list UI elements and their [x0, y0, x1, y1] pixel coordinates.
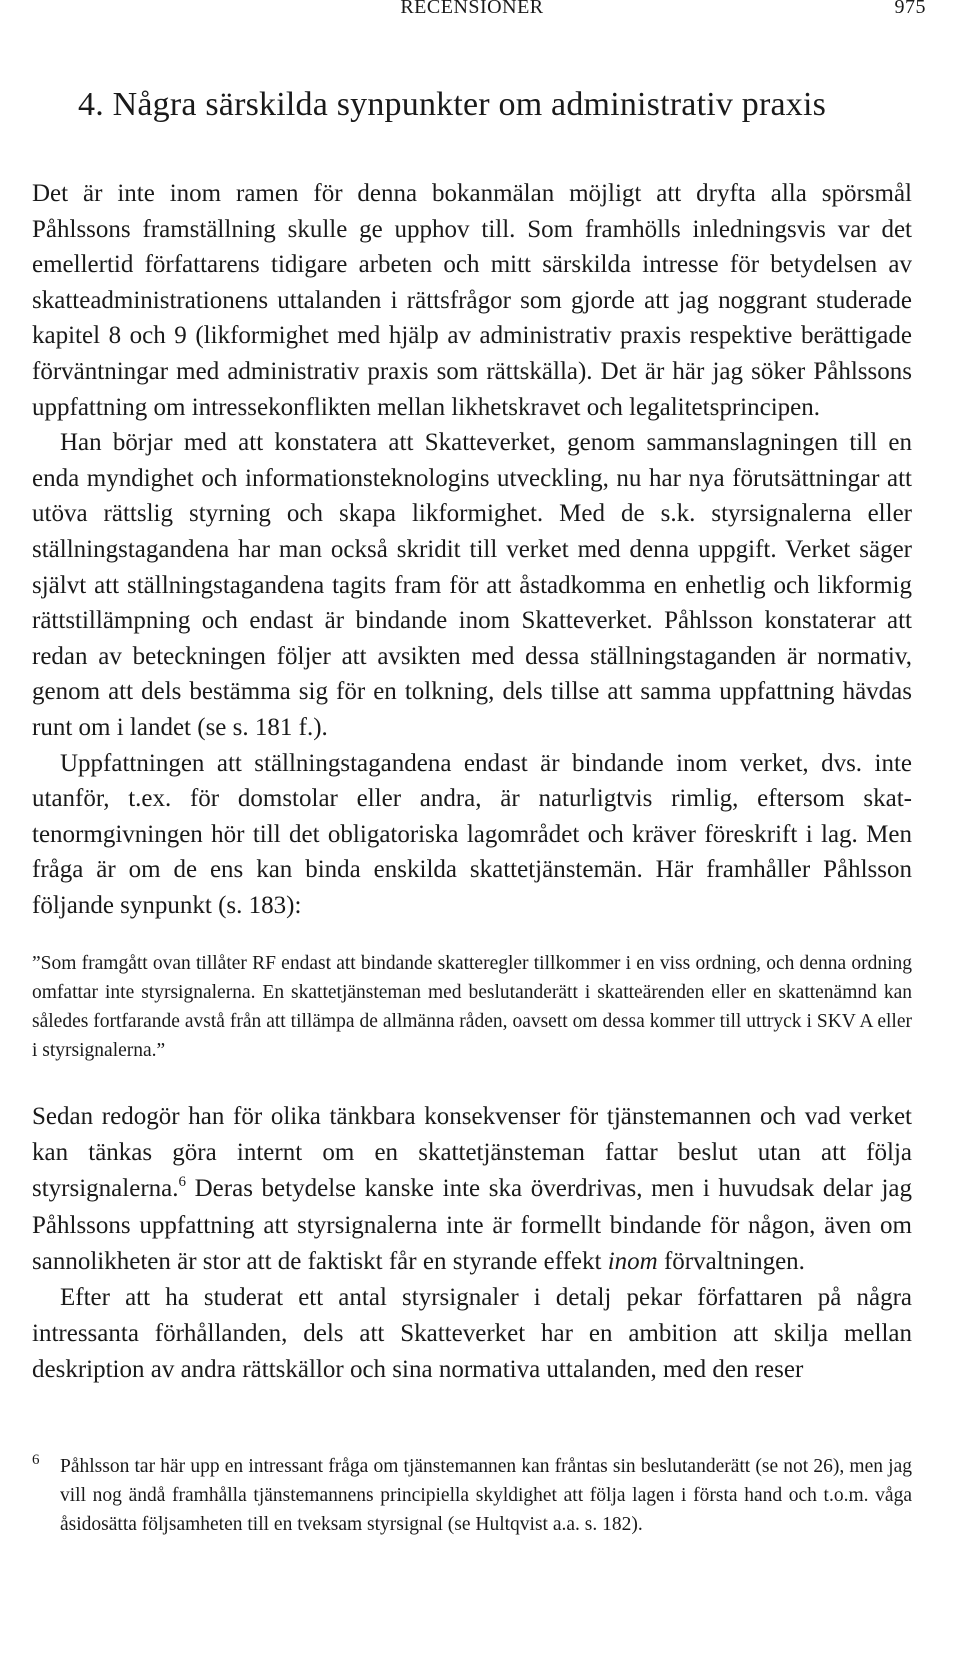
block-quote	[32, 949, 912, 1065]
paragraph-4-part-1: Sedan redogör han för olika tänkbara konsekvenser för tjänstemannen och vad verket kan tänkas göra internt om en skattetjänsteman fattar beslut utan att följa styrsignalerna.	[32, 1103, 912, 1203]
paragraph-4-part-3: förvaltningen.	[657, 1247, 805, 1275]
running-head-title: RECENSIONER	[400, 0, 544, 18]
paragraph-4-emphasis: inom	[607, 1247, 658, 1275]
section-heading: 4. Några särskilda synpunkter om administrativ praxis	[78, 86, 827, 123]
paragraph-3: Uppfattningen att ställningstagandena endast är bindande inom verket, dvs. inte utanför, t.ex. för domstolar eller andra, är naturligtvis rimlig, eftersom skattenormgivningen hör till det obligatoriska lagområdet och kräver föreskrift i lag. Men fråga är om de ens kan binda enskilda skattetjänstemän. Här framhåller Påhlsson följande synpunkt (s. 183):	[32, 749, 912, 919]
paragraph-4-part-2: Deras betydelse kanske inte ska överdrivas, men i huvudsak delar jag Påhlssons uppfattning att styrsignalerna inte är formellt bindande för någon, även om sannolikheten är stor att de faktiskt får en styrande effekt	[32, 1175, 912, 1275]
footnote	[32, 1452, 912, 1539]
page-number: 975	[894, 0, 926, 18]
quote-text: ”Som framgått ovan tillåter RF endast att bindande skatteregler tillkommer i en viss ordning, och denna ordning omfattar inte styrsignalerna. En skattetjänsteman med beslutanderätt i skatteärenden eller en skattenämnd kan således fortfarande avstå från att tillämpa de allmänna råden, oavsett om dessa kommer till uttryck i SKV A eller i styrsignalerna.”	[32, 953, 912, 1061]
footnote-reference[interactable]: 6	[178, 1174, 186, 1191]
paragraph-5: Efter att ha studerat ett antal styrsignaler i detalj pekar författaren på några intressanta förhållanden, dels att Skatteverket har en ambition att skilja mellan deskription av andra rättskällor och sina normativa uttalanden, med den reser	[32, 1284, 912, 1384]
body-text-continued	[32, 1099, 912, 1389]
body-text	[32, 176, 912, 923]
paragraph-1: Det är inte inom ramen för denna bokanmälan möjligt att dryfta alla spörsmål Påhlssons framställning skulle ge upphov till. Som framhölls inledningsvis var det emellertid författarens tidigare arbeten och mitt särskilda intresse för betydelsen av skatteadministrationens uttalanden i rättsfrågor som gjorde att jag noggrant studerade kapitel 8 och 9 (likformighet med hjälp av administrativ praxis respektive berättigade förväntningar med administrativ praxis som rättskälla). Det är här jag söker Påhlssons uppfattning om intressekonflikten mellan likhetskravet och legalitetsprincipen.	[32, 180, 912, 421]
footnote-text: Påhlsson tar här upp en intressant fråga om tjänstemannen kan fråntas sin beslutanderätt (se not 26), men jag vill nog ändå framhålla tjänstemannens principiella skyldighet att följa lagen i första hand och t.o.m. våga åsidosätta följsamheten till en tveksam styrsignal (se Hultqvist a.a. s. 182).	[60, 1456, 912, 1535]
paragraph-2: Han börjar med att konstatera att Skatteverket, genom sammanslagningen till en enda myndighet och informationsteknologins utveckling, nu har nya förutsättningar att utöva rättslig styrning och skapa likformighet. Med de s.k. styrsignalerna eller ställningstagandena har man också skridit till verket med denna uppgift. Verket säger självt att ställningstagandena tagits fram för att åstadkomma en enhetlig och likformig rättstillämpning och endast är bindande inom Skatteverket. Påhlsson konstaterar att redan av beteckningen följer att avsikten med dessa ställningstaganden är normativ, genom att dels bestämma sig för en tolkning, dels tillse att samma uppfattning hävdas runt om i landet (se s. 181 f.).	[32, 429, 912, 741]
footnote-number: 6	[32, 1452, 40, 1468]
paragraph-4	[32, 1099, 912, 1280]
running-head	[32, 0, 926, 26]
